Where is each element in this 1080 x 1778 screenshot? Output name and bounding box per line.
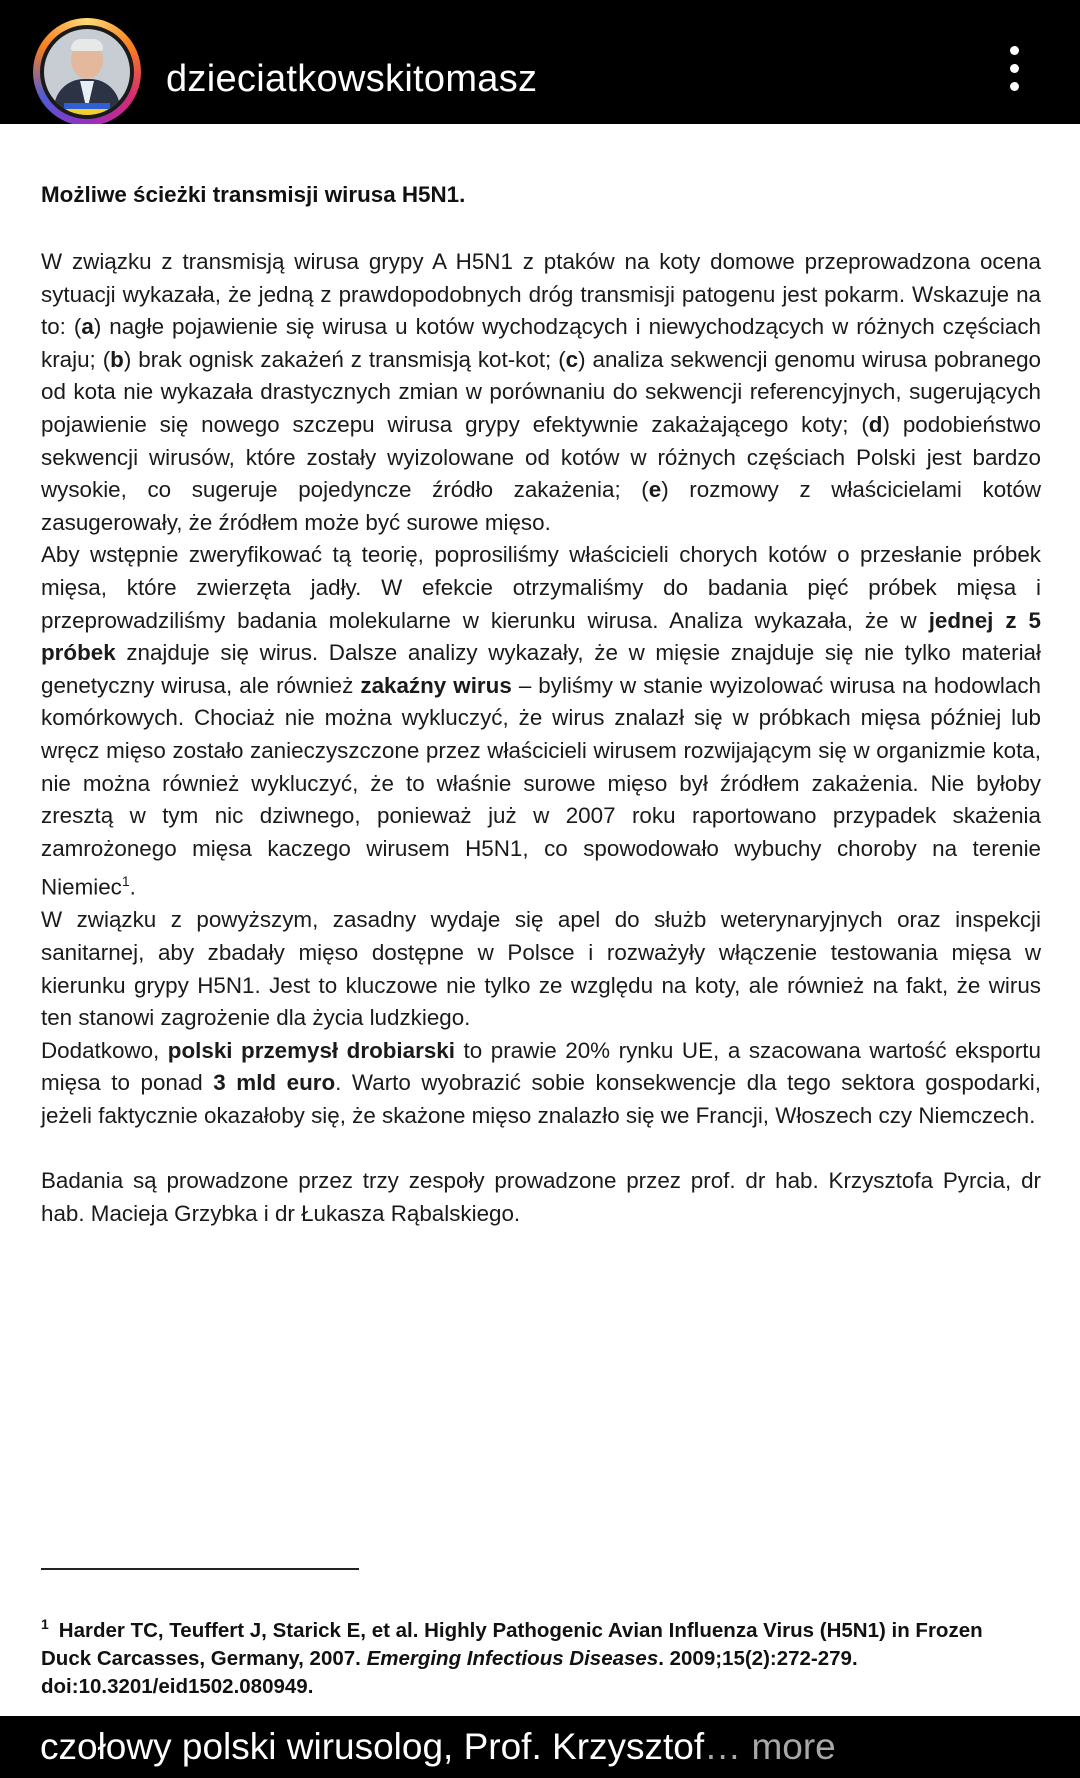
footnote: $^1$ Harder TC, Teuffert J, Starick E, et al. Highly Pathogenic Avian Influenza Virus (H5N1) in Frozen Duck Carcasses, Germany, 2007. Emerging Infectious Diseases. 2009;15(2):272-279. doi:10.3201/eid1502.080949. (41, 1616, 983, 1698)
more-link[interactable]: more (751, 1726, 836, 1767)
paragraph-1: W związku z transmisją wirusa grypy A H5N1 z ptaków na koty domowe przeprowadzona ocena sytuacji wykazała, że jedną z prawdopodobnych dróg transmisji patogenu jest pokarm. Wskazuje na to: (a) nagłe pojawienie się wirusa u kotów wychodzących i niewychodzących w różnych częściach kraju; (b) brak ognisk zakażeń z transmisją kot-kot; (c) analiza sekwencji genomu wirusa pobranego od kota nie wykazała drastycznych zmian w porównaniu do sekwencji referencyjnych, sugerujących pojawienie się nowego szczepu wirusa grypy efektywnie zakażającego koty; (d) podobieństwo sekwencji wirusów, które zostały wyizolowane od kotów w różnych częściach Polski jest bardzo wysokie, co sugeruje pojedyncze źródło zakażenia; (e) rozmowy z właścicielami kotów zasugerowały, że źródłem może być surowe mięso. (41, 249, 1041, 535)
paragraph-2: Aby wstępnie zweryfikować tą teorię, poprosiliśmy właścicieli chorych kotów o przesłanie próbek mięsa, które zwierzęta jadły. W efekcie otrzymaliśmy do badania pięć próbek mięsa i przeprowadziliśmy badania molekularne w kierunku wirusa. Analiza wykazała, że w jednej z 5 próbek znajduje się wirus. Dalsze analizy wykazały, że w mięsie znajduje się nie tylko materiał genetyczny wirusa, ale również zakaźny wirus – byliśmy w stanie wyizolować wirusa na hodowlach komórkowych. Chociaż nie można wykluczyć, że wirus znalazł się w próbkach mięsa później lub wręcz mięso zostało zanieczyszczone przez właścicieli wirusem rozwijającym się w organizmie kota, nie można również wykluczyć, że to właśnie surowe mięso był źródłem zakażenia. Nie byłoby zresztą w tym nic dziwnego, ponieważ już w 2007 roku raportowano przypadek skażenia zamrożonego mięsa kaczego wirusem H5N1, co spowodowało wybuchy choroby na terenie Niemiec$^1$. (41, 542, 1041, 900)
caption-bar (0, 1716, 1080, 1778)
avatar-story-ring[interactable] (33, 18, 141, 126)
paragraph-5: Badania są prowadzone przez trzy zespoły prowadzone przez prof. dr hab. Krzysztofa Pyrcia, dr hab. Macieja Grzybka i dr Łukasza Rąbalskiego. (41, 1168, 1041, 1226)
post-caption[interactable]: czołowy polski wirusolog, Prof. Krzysztof… more (40, 1726, 836, 1767)
avatar-flag-overlay (64, 103, 110, 115)
avatar-hair (71, 39, 103, 51)
paragraph-3: W związku z powyższym, zasadny wydaje się apel do służb weterynaryjnych oraz inspekcji sanitarnej, aby zbadały mięso dostępne w Polsce i rozważyły włączenie testowania mięsa w kierunku grypy H5N1. Jest to kluczowe nie tylko ze względu na koty, ale również na fakt, że wirus ten stanowi zagrożenie dla życia ludzkiego. (41, 907, 1041, 1031)
username[interactable]: dzieciatkowskitomasz (166, 58, 538, 100)
paragraph-4: Dodatkowo, polski przemysł drobiarski to prawie 20% rynku UE, a szacowana wartość eksportu mięsa to ponad 3 mld euro. Warto wyobrazić sobie konsekwencje dla tego sektora gospodarki, jeżeli faktycznie okazałoby się, że skażone mięso znalazło się we Francji, Włoszech czy Niemczech. (41, 1037, 1041, 1128)
post-image-document (0, 124, 1080, 1716)
more-vertical-icon[interactable] (1000, 46, 1028, 106)
footnote-divider (41, 1568, 359, 1570)
profile-photo (44, 29, 130, 115)
document-title: Możliwe ścieżki transmisji wirusa H5N1. (41, 182, 466, 207)
post-header (0, 0, 1080, 124)
document-body (41, 246, 1041, 1230)
avatar[interactable] (40, 25, 134, 119)
